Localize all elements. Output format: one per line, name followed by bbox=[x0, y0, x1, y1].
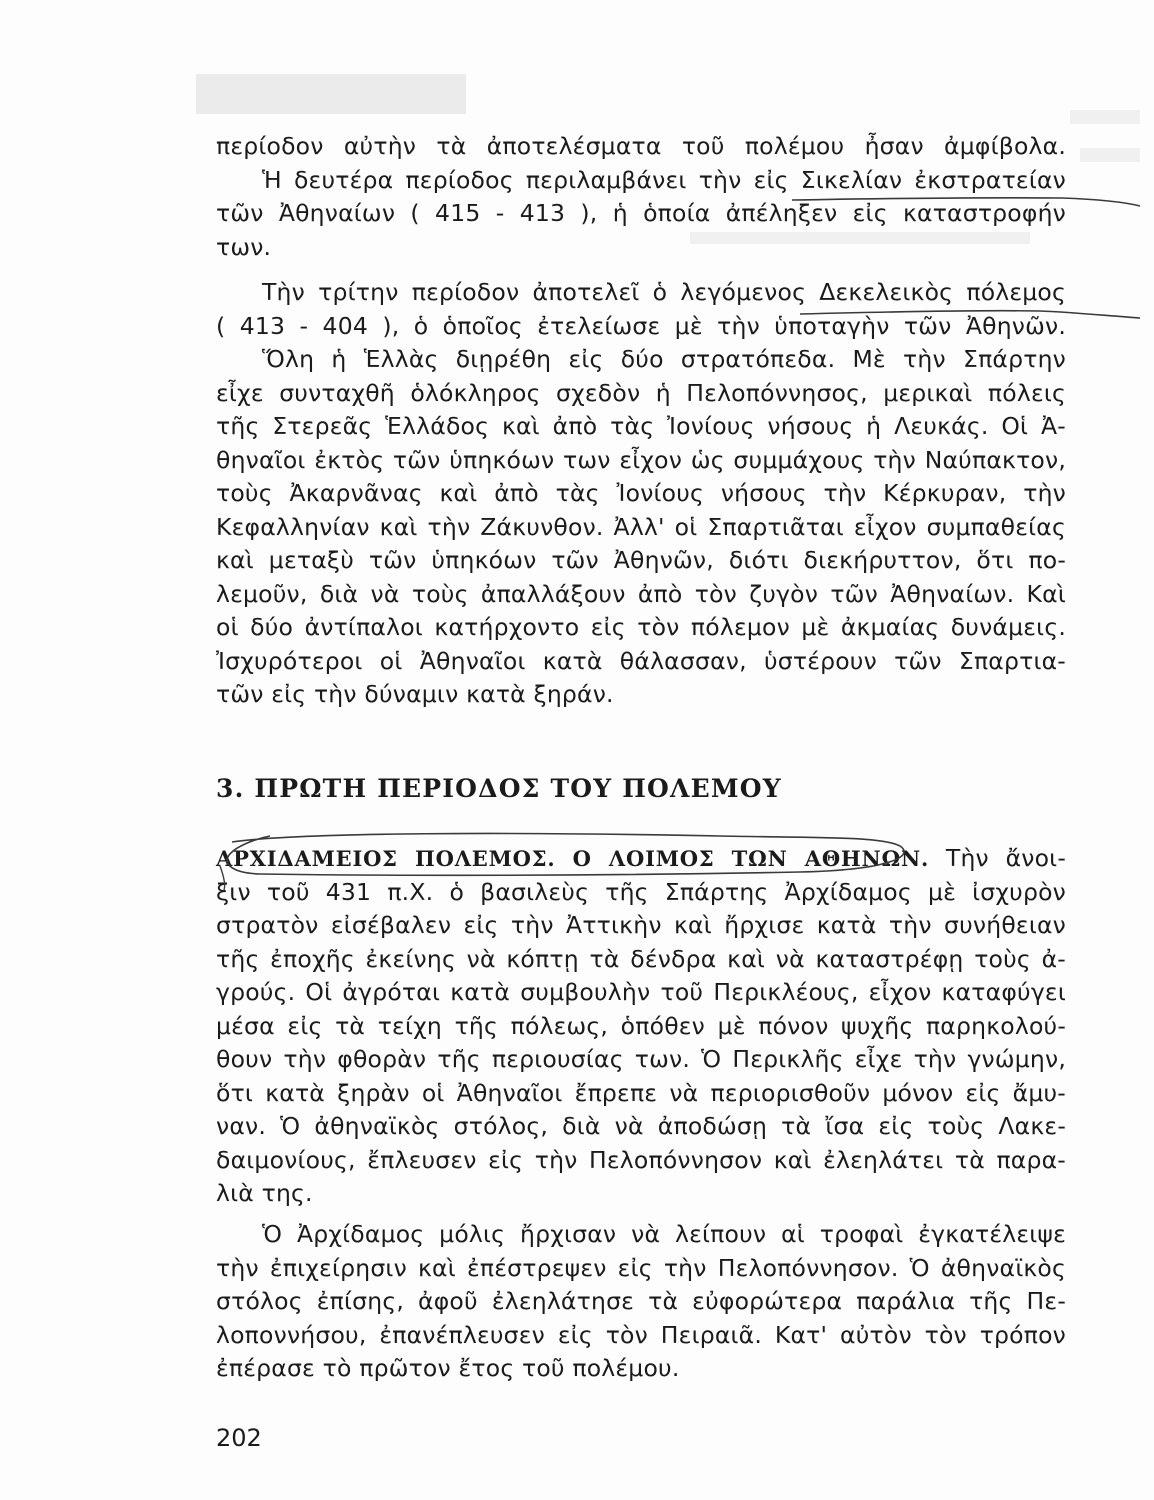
subheading-line bbox=[216, 842, 1066, 876]
text-line: Ἰσχυρότεροι οἱ Ἀθηναῖοι κατὰ θάλασσαν, ὑστέρουν τῶν Σπαρτια- bbox=[216, 646, 1066, 675]
text-line: τῶν Ἀθηναίων ( 415 - 413 ), ἡ ὁποία ἀπέληξεν εἰς καταστροφήν bbox=[216, 199, 1066, 227]
text-line: λοποννήσου, ἐπανέπλευσεν εἰς τὸν Πειραιᾶ. Κατ' αὐτὸν τὸν τρόπον bbox=[216, 1320, 1066, 1349]
text-line: θηναῖοι ἐκτὸς τῶν ὑπηκόων των εἶχον ὡς συμμάχους τὴν Ναύπακτον, bbox=[216, 445, 1066, 474]
page-number: 202 bbox=[216, 1424, 262, 1452]
text-line: τῆς ἐποχῆς ἐκείνης νὰ κόπτῃ τὰ δένδρα καὶ νὰ καταστρέφῃ τοὺς ἀ- bbox=[216, 944, 1066, 973]
text-line: ( 413 - 404 ), ὁ ὁποῖος ἐτελείωσε μὲ τὴν ὑποταγὴν τῶν Ἀθηνῶν. bbox=[216, 311, 1066, 340]
paragraph-1 bbox=[216, 130, 1066, 264]
bleed-through-mark bbox=[1080, 148, 1140, 162]
text-line: τὴν ἐπιχείρησιν καὶ ἐπέστρεψεν εἰς τὴν Πελοπόννησον. Ὁ ἀθηναϊκὸς bbox=[216, 1253, 1066, 1282]
text-line: στρατὸν εἰσέβαλεν εἰς τὴν Ἀττικὴν καὶ ἤρχισε κατὰ τὴν συνήθειαν bbox=[216, 911, 1066, 939]
text-line: λιὰ της. bbox=[216, 1179, 313, 1207]
paragraph-4 bbox=[216, 1218, 1066, 1386]
text-line: δαιμονίους, ἔπλευσεν εἰς τὴν Πελοπόννησον καὶ ἐλεηλάτει τὰ παρα- bbox=[216, 1145, 1066, 1174]
bleed-through-mark bbox=[1070, 110, 1140, 124]
text-line: γρούς. Οἱ ἀγρόται κατὰ συμβουλὴν τοῦ Περικλέους, εἶχον καταφύγει bbox=[216, 978, 1066, 1006]
text-line: εἶχε συνταχθῆ ὁλόκληρος σχεδὸν ἡ Πελοπόννησος, μερικαὶ πόλεις bbox=[216, 378, 1066, 407]
text-line: Τὴν τρίτην περίοδον ἀποτελεῖ ὁ λεγόμενος Δεκελεικὸς πόλεμος bbox=[262, 278, 1066, 306]
text-line: των. bbox=[216, 232, 272, 261]
subheading-tail: Τὴν ἄνοι- bbox=[945, 844, 1067, 872]
text-line: ὅτι κατὰ ξηρὰν οἱ Ἀθηναῖοι ἔπρεπε νὰ περιορισθοῦν μόνον εἰς ἄμυ- bbox=[216, 1078, 1066, 1107]
text-line: Ἡ δευτέρα περίοδος περιλαμβάνει τὴν εἰς Σικελίαν ἐκστρατείαν bbox=[262, 165, 1066, 194]
text-line: στόλος ἐπίσης, ἀφοῦ ἐλεηλάτησε τὰ εὐφορώτερα παράλια τῆς Πε- bbox=[216, 1287, 1066, 1315]
subheading: ΑΡΧΙΔΑΜΕΙΟΣ ΠΟΛΕΜΟΣ. Ο ΛΟΙΜΟΣ ΤΩΝ ΑΘΗΝΩΝ. bbox=[216, 846, 930, 871]
text-line: μέσα εἰς τὰ τείχη τῆς πόλεως, ὁπόθεν μὲ πόνον ψυχῆς παρηκολού- bbox=[216, 1011, 1066, 1040]
text-line: οἱ δύο ἀντίπαλοι κατήρχοντο εἰς τὸν πόλεμον μὲ ἀκμαίας δυνάμεις. bbox=[216, 613, 1066, 641]
text-line: Ὅλη ἡ Ἑλλὰς διῃρέθη εἰς δύο στρατόπεδα. Μὲ τὴν Σπάρτην bbox=[262, 345, 1066, 373]
text-line: ξιν τοῦ 431 π.Χ. ὁ βασιλεὺς τῆς Σπάρτης Ἀρχίδαμος μὲ ἰσχυρὸν bbox=[216, 877, 1066, 906]
section-heading: 3. ΠΡΩΤΗ ΠΕΡΙΟΔΟΣ ΤΟΥ ΠΟΛΕΜΟΥ bbox=[216, 774, 782, 803]
bleed-through-mark bbox=[196, 74, 466, 114]
text-line: Κεφαλληνίαν καὶ τὴν Ζάκυνθον. Ἀλλ' οἱ Σπαρτιᾶται εἶχον συμπαθείας bbox=[216, 512, 1066, 541]
text-line: τοὺς Ἀκαρνᾶνας καὶ ἀπὸ τὰς Ἰονίους νήσους τὴν Κέρκυραν, τὴν bbox=[216, 479, 1066, 507]
text-line: ναν. Ὁ ἀθηναϊκὸς στόλος, διὰ νὰ ἀποδώσῃ τὰ ἴσα εἰς τοὺς Λακε- bbox=[216, 1112, 1066, 1140]
text-line: ἐπέρασε τὸ πρῶτον ἔτος τοῦ πολέμου. bbox=[216, 1354, 680, 1382]
text-line: λεμοῦν, διὰ νὰ τοὺς ἀπαλλάξουν ἀπὸ τὸν ζυγὸν τῶν Ἀθηναίων. Καὶ bbox=[216, 579, 1066, 608]
paragraph-2 bbox=[216, 276, 1066, 712]
text-line: θουν τὴν φθορὰν τῆς περιουσίας των. Ὁ Περικλῆς εἶχε τὴν γνώμην, bbox=[216, 1045, 1066, 1073]
text-line: καὶ μεταξὺ τῶν ὑπηκόων τῶν Ἀθηνῶν, διότι διεκήρυττον, ὅτι πο- bbox=[216, 546, 1066, 574]
paragraph-3 bbox=[216, 842, 1066, 1211]
text-line: Ὁ Ἀρχίδαμος μόλις ἤρχισαν νὰ λείπουν αἱ τροφαὶ ἐγκατέλειψε bbox=[262, 1220, 1066, 1248]
text-line: τῆς Στερεᾶς Ἑλλάδος καὶ ἀπὸ τὰς Ἰονίους νήσους ἡ Λευκάς. Οἱ Ἀ- bbox=[216, 412, 1066, 440]
text-line: τῶν εἰς τὴν δύναμιν κατὰ ξηράν. bbox=[216, 680, 614, 708]
text-line: περίοδον αὐτὴν τὰ ἀποτελέσματα τοῦ πολέμου ἦσαν ἀμφίβολα. bbox=[216, 132, 1066, 160]
